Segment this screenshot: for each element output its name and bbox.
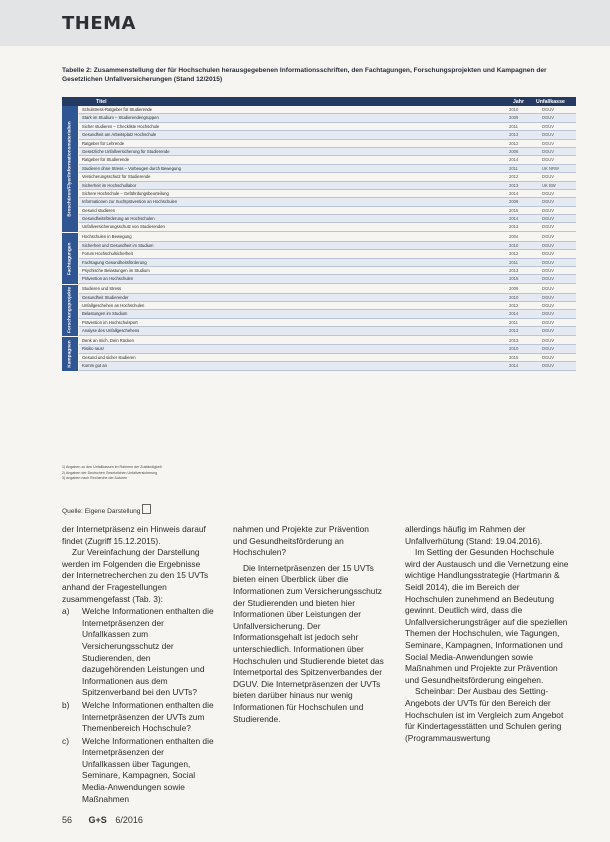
row-title: Sicherheit im Hochschullabor (82, 182, 137, 188)
row-year: 2009 (509, 286, 519, 292)
row-insurer: UK BW (542, 182, 556, 188)
row-year: 2010 (509, 107, 519, 112)
row-year: 2015 (509, 276, 519, 282)
table-section (62, 233, 576, 283)
table-row (79, 233, 576, 241)
table-row (79, 310, 576, 318)
row-year: 2008 (509, 199, 519, 205)
row-insurer: DGUV (542, 132, 555, 138)
row-insurer: UK NRW (542, 165, 559, 171)
table-header-row (62, 97, 576, 106)
row-insurer: DGUV (542, 190, 555, 196)
row-title: Informationen zur Suchtprävention an Hochschulen (82, 199, 178, 205)
row-insurer: DGUV (542, 267, 555, 273)
row-insurer: DGUV (542, 363, 555, 369)
row-insurer: DGUV (542, 302, 555, 308)
header-title: Titel (96, 98, 107, 105)
row-title: Psychische Belastungen im Studium (82, 267, 150, 273)
section-label: Forschungsprojekte (62, 285, 78, 335)
section-label: Broschüren/Flyer/Informationsmaterialien (62, 106, 78, 232)
row-year: 2011 (509, 165, 519, 171)
table-row (79, 190, 576, 198)
table-row (79, 362, 576, 370)
row-year: 2012 (509, 140, 519, 146)
row-insurer: DGUV (542, 157, 555, 163)
row-title: Forum Hochschulsicherheit (82, 251, 133, 257)
row-year: 2012 (509, 174, 519, 180)
row-title: Sicherheit und Gesundheit im Studium (82, 242, 154, 248)
table-row (79, 223, 576, 231)
row-insurer: DGUV (542, 148, 555, 154)
text-column-3 (405, 524, 570, 744)
table-row (79, 123, 576, 131)
row-title: Prävention im Hochschulsport (82, 319, 138, 325)
row-insurer: DGUV (542, 234, 555, 240)
row-year: 2006 (509, 148, 519, 154)
note: 3) Angaben nach Recherche der Autoren (62, 476, 128, 481)
row-title: Gesundheit am Arbeitsplatz Hochschule (82, 132, 157, 138)
row-title: Studieren und Stress (82, 286, 122, 292)
row-title: Fachtagung Gesundheitsförderung (82, 259, 147, 265)
note: 1) Angaben zu den Unfallkassen im Rahmen der Zuständigkeit (62, 465, 162, 469)
issue-number: 6/2016 (115, 815, 143, 825)
row-title: Unfallversicherungsschutz von Studierenden (82, 224, 165, 230)
table-row (79, 131, 576, 139)
row-insurer: DGUV (542, 286, 555, 292)
row-year: 2012 (509, 251, 519, 257)
row-year: 2014 (509, 363, 519, 369)
row-title: Gesund und sicher studieren (82, 354, 136, 360)
row-year: 2014 (509, 157, 519, 163)
row-year: 2010 (509, 242, 519, 248)
row-insurer: DGUV (542, 338, 555, 344)
header-insurer: Unfallkasse (536, 98, 565, 105)
table-row (79, 345, 576, 353)
row-year: 2013 (509, 182, 519, 188)
table-row (79, 275, 576, 283)
table-row (79, 242, 576, 250)
row-year: 2013 (509, 224, 519, 230)
table-row (79, 285, 576, 293)
paragraph: der Internetpräsenz ein Hinweis darauf findet (Zugriff 15.12.2015). (62, 524, 206, 546)
row-title: Schulstress-Ratgeber für Studierende (82, 107, 153, 112)
row-year: 2014 (509, 216, 519, 222)
table-row (79, 354, 576, 362)
row-year: 2013 (509, 267, 519, 273)
row-title: Gesundheitsförderung an Hochschulen (82, 216, 155, 222)
paragraph: allerdings häufig im Rahmen der Unfallverhütung (Stand: 19.04.2016). (405, 524, 543, 546)
paragraph: Zur Vereinfachung der Darstellung werden im Folgenden die Ergebnisse der Internetrecherchen zu den 15 UVTs anhand der Fragestellungen zusammengefasst (Tab. 3): (62, 547, 209, 604)
row-title: Gesundheit Studierender (82, 294, 129, 300)
row-year: 2009 (509, 115, 519, 121)
document-icon (142, 504, 151, 514)
paragraph: Die Internetpräsenzen der 15 UVTs bieten einen Überblick über die Informationen zum Versicherungsschutz der Studierenden und bieten hier Informationen über Leistungen der Unfallversicherung. Der Informationsgehalt ist jedoch sehr unterschiedlich. Informationen über Hochschulen und Studierende bietet das Internetportal des Spitzenverbandes der DGUV. Die Internetpräsenzen der UVTs bieten darüber hinaus nur wenig Informationen für Hochschulen und Studierende. (233, 562, 384, 724)
row-title: Stark im Studium – Studierendengruppen (82, 115, 159, 121)
row-year: 2015 (509, 354, 519, 360)
row-insurer: DGUV (542, 123, 555, 129)
row-insurer: DGUV (542, 207, 555, 213)
row-year: 2010 (509, 346, 519, 352)
table-row (79, 114, 576, 122)
row-title: Risiko raus! (82, 346, 104, 352)
table-row (79, 207, 576, 215)
header-year: Jahr (513, 98, 524, 105)
row-insurer: DGUV (542, 354, 555, 360)
paragraph: nahmen und Projekte zur Prävention und Gesundheitsförderung an Hochschulen? (233, 524, 369, 558)
row-title: Gesetzliche Unfallversicherung für Studierende (82, 148, 170, 154)
row-year: 2014 (509, 190, 519, 196)
row-insurer: DGUV (542, 346, 555, 352)
table-row (79, 337, 576, 345)
table-notes (62, 465, 572, 482)
list-item: a) Welche Informationen enthalten die Internetpräsenzen der Unfallkassen zum Versicherungsschutz der Studierenden, den dazugehörenden Leistungen und Informationen aus dem Spitzenverband bei den UVTs? (62, 606, 214, 698)
table-row (79, 302, 576, 310)
journal-brand: G+S (88, 815, 107, 825)
row-insurer: DGUV (542, 174, 555, 180)
row-title: Ratgeber für Lehrende (82, 140, 125, 146)
row-year: 2013 (509, 338, 519, 344)
row-title: Ratgeber für Studierende (82, 157, 130, 163)
table-section (62, 106, 576, 232)
row-title: Versicherungsschutz für Studierende (82, 174, 151, 180)
row-insurer: DGUV (542, 107, 555, 112)
row-insurer: DGUV (542, 224, 555, 230)
row-title: Prävention an Hochschulen (82, 276, 134, 282)
row-year: 2012 (509, 302, 519, 308)
row-insurer: DGUV (542, 140, 555, 146)
table-row (79, 182, 576, 190)
table-section (62, 337, 576, 371)
source-line: Quelle: Eigene Darstellung (62, 504, 151, 515)
row-insurer: DGUV (542, 259, 555, 265)
row-year: 2013 (509, 328, 519, 334)
list-item: b) Welche Informationen enthalten die Internetpräsenzen der UVTs zum Themenbereich Hochschule? (62, 699, 214, 734)
overview-table (62, 97, 576, 371)
paragraph: Scheinbar: Der Ausbau des Setting-Angebots der UVTs für den Bereich der Hochschulen ist im Vergleich zum Angebot für Kindertagesstätten und Schulen gering (Programmauswertung (405, 686, 564, 743)
section-label: Kampagnen (62, 337, 78, 371)
row-insurer: DGUV (542, 319, 555, 325)
row-insurer: DGUV (542, 216, 555, 222)
row-insurer: DGUV (542, 242, 555, 248)
row-year: 2004 (509, 234, 519, 240)
table-row (79, 319, 576, 327)
table-row (79, 259, 576, 267)
row-title: Studieren ohne Stress – Vorbeugen durch Bewegung (82, 165, 181, 171)
page-footer (62, 815, 143, 825)
row-year: 2011 (509, 319, 519, 325)
row-insurer: DGUV (542, 199, 555, 205)
row-title: Sicher studieren – Checkliste Hochschule (82, 123, 160, 129)
table-row (79, 148, 576, 156)
row-year: 2011 (509, 123, 519, 129)
section-title: THEMA (62, 13, 136, 34)
table-row (79, 173, 576, 181)
row-year: 2010 (509, 294, 519, 300)
row-insurer: DGUV (542, 115, 555, 121)
row-title: Unfallgeschehen an Hochschulen (82, 302, 145, 308)
table-row (79, 215, 576, 223)
row-insurer: DGUV (542, 251, 555, 257)
table-row (79, 156, 576, 164)
row-title: Sichere Hochschule – Gefährdungsbeurteilung (82, 190, 169, 196)
table-row (79, 140, 576, 148)
table-row (79, 250, 576, 258)
table-row (79, 327, 576, 335)
row-year: 2011 (509, 259, 519, 265)
row-title: Gesund studieren (82, 207, 116, 213)
text-column-2 (233, 524, 385, 725)
table-body (62, 106, 576, 371)
page-number: 56 (62, 815, 73, 825)
table-row (79, 294, 576, 302)
text-column-1 (62, 524, 214, 805)
row-title: Hochschulen in Bewegung (82, 234, 132, 240)
list-item: c) Welche Informationen enthalten die Internetpräsenzen der Unfallkassen über Tagungen, Seminare, Kampagnen, Social Media-Anwendungen sowie Maßnahmen (62, 735, 214, 804)
row-year: 2014 (509, 311, 519, 317)
table-caption: Tabelle 2: Zusammenstellung der für Hochschulen herausgegebenen Informationsschriften, den Fachtagungen, Forschungsprojekten und Kampagnen der Gesetzlichen Unfallversicherungen (Stand 12/2015) (62, 67, 547, 83)
table-row (79, 198, 576, 206)
section-label: Fachtagungen (62, 233, 78, 283)
table-section (62, 285, 576, 335)
table-row (79, 267, 576, 275)
row-title: Analyse des Unfallgeschehens (82, 328, 140, 334)
row-year: 2015 (509, 207, 519, 213)
note: 2) Angaben der Deutschen Gesetzlichen Unfallversicherung (62, 470, 158, 475)
paragraph: Im Setting der Gesunden Hochschule wird der Austausch und die Vernetzung eine wichtige Handlungsstrategie (Hartmann & Seidl 2014), die im Bereich der Hochschulen zunehmend an Bedeutung gewinnt. Deutlich wird, dass die Unfallversicherungsträger auf die speziellen Themen der Hochschulen, wie Tagungen, Seminare, Kampagnen, Informationen und Social Media-Anwendungen sowie Maßnahmen und Projekte zur Prävention und Gesundheitsförderung eingehen. (405, 547, 569, 685)
row-insurer: DGUV (542, 311, 555, 317)
row-title: Komm gut an (82, 363, 107, 369)
row-year: 2013 (509, 132, 519, 138)
row-insurer: DGUV (542, 328, 555, 334)
row-title: Denk an mich. Dein Rücken (82, 338, 134, 344)
table-row (79, 106, 576, 114)
row-insurer: DGUV (542, 276, 555, 282)
table-row (79, 165, 576, 173)
row-title: Belastungen im Studium (82, 311, 128, 317)
row-insurer: DGUV (542, 294, 555, 300)
